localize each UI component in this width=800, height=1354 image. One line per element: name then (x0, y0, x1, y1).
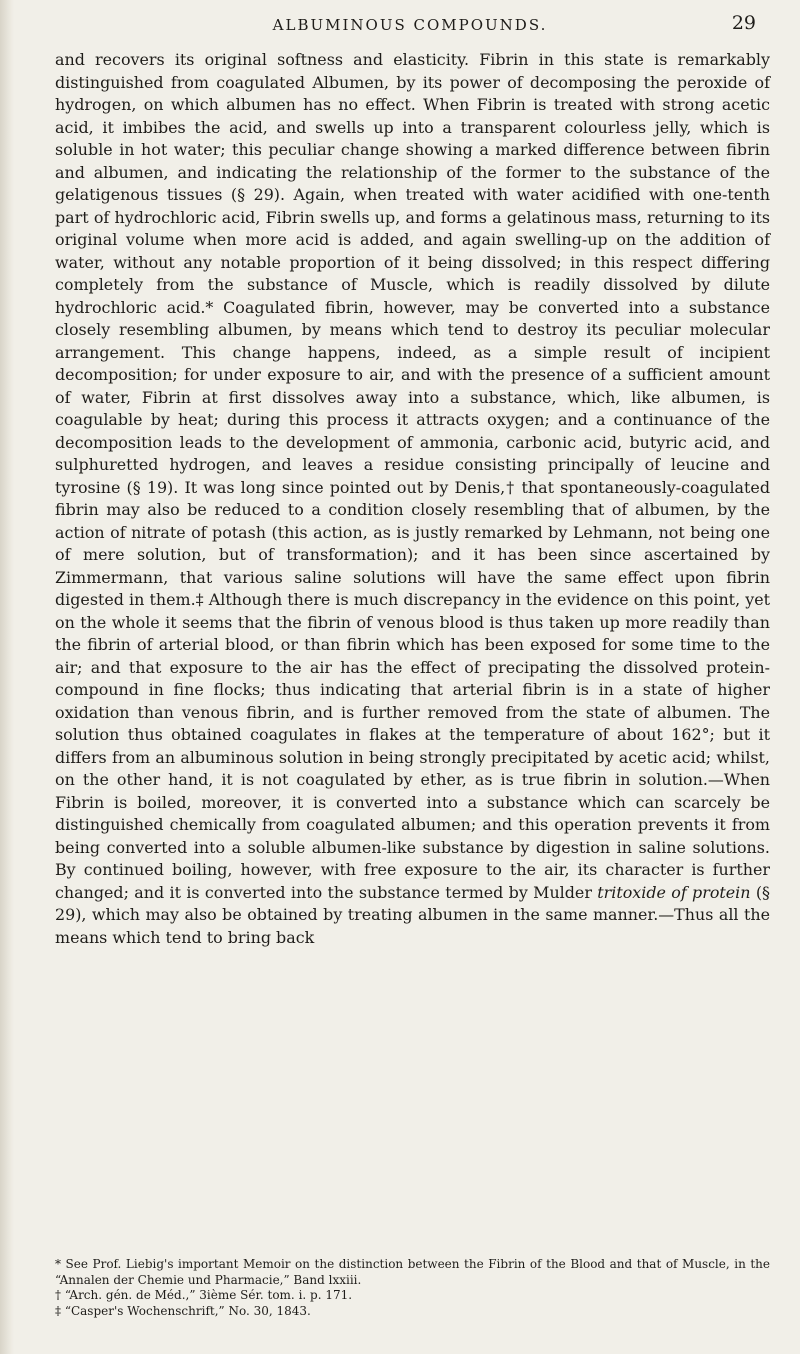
page-header (60, 12, 760, 40)
page-number: 29 (731, 12, 756, 34)
paragraph-end: (§ 29), which may also be obtained by treating albumen in the same manner.—Thus all the means which tend to bring back (55, 882, 770, 947)
body-paragraph (55, 49, 770, 949)
footnote-2: † “Arch. gén. de Méd.,” 3ième Sér. tom. i. p. 171. (55, 1288, 353, 1302)
footnote-3: ‡ “Casper's Wochenschrift,” No. 30, 1843. (55, 1303, 311, 1318)
page-gutter-shadow (0, 0, 14, 1354)
italic-term: tritoxide of protein (597, 882, 751, 902)
footnotes (55, 1257, 770, 1319)
body-text (55, 49, 770, 949)
footnote-1: * See Prof. Liebig's important Memoir on the distinction between the Fibrin of the Blood and that of Muscle, in the “Annalen der Chemie und Pharmacie,” Band lxxiii. (55, 1257, 770, 1287)
running-head: ALBUMINOUS COMPOUNDS. (272, 16, 548, 34)
paragraph-main: and recovers its original softness and elasticity. Fibrin in this state is remarkably distinguished from coagulated Albumen, by its power of decomposing the peroxide of hydrogen, on which albumen has no effect. When Fibrin is treated with strong acetic acid, it imbibes the acid, and swells up into a transparent colourless jelly, which is soluble in hot water; this peculiar change showing a marked difference between fibrin and albumen, and indicating the relationship of the former to the substance of the gelatigenous tissues (§ 29). Again, when treated with water acidified with one-tenth part of hydrochloric acid, Fibrin swells up, and forms a gelatinous mass, returning to its original volume when more acid is added, and again swelling-up on the addition of water, without any notable proportion of it being dissolved; in this respect differing completely from the substance of Muscle, which is readily dissolved by dilute hydrochloric acid.* Coagulated fibrin, however, may be converted into a substance closely resembling albumen, by means which tend to destroy its peculiar molecular arrangement. This change happens, indeed, as a simple result of incipient decomposition; for under exposure to air, and with the presence of a sufficient amount of water, Fibrin at first dissolves away into a substance, which, like albumen, is coagulable by heat; during this process it attracts oxygen; and a continuance of the decomposition leads to the development of ammonia, carbonic acid, butyric acid, and sulphuretted hydrogen, and leaves a residue consisting principally of leucine and tyrosine (§ 19). It was long since pointed out by Denis,† that spontaneously-coagulated fibrin may also be reduced to a condition closely resembling that of albumen, by the action of nitrate of potash (this action, as is justly remarked by Lehmann, not being one of mere solution, but of transformation); and it has been since ascertained by Zimmermann, that various saline solutions will have the same effect upon fibrin digested in them.‡ Although there is much discrepancy in the evidence on this point, yet on the whole it seems that the fibrin of venous blood is thus taken up more readily than the fibrin of arterial blood, or than fibrin which has been exposed for some time to the air; and that exposure to the air has the effect of precipating the dissolved protein-compound in fine flocks; thus indicating that arterial fibrin is in a state of higher oxidation than venous fibrin, and is further removed from the state of albumen. The solution thus obtained coagulates in flakes at the temperature of about 162°; but it differs from an albuminous solution in being strongly precipitated by acetic acid; whilst, on the other hand, it is not coagulated by ether, as is true fibrin in solution.—When Fibrin is boiled, moreover, it is converted into a substance which can scarcely be distinguished chemically from coagulated albumen; and this operation prevents it from being converted into a soluble albumen-like substance by digestion in saline solutions. By continued boiling, however, with free exposure to the air, its character is further changed; and it is converted into the substance termed by Mulder (55, 50, 770, 902)
